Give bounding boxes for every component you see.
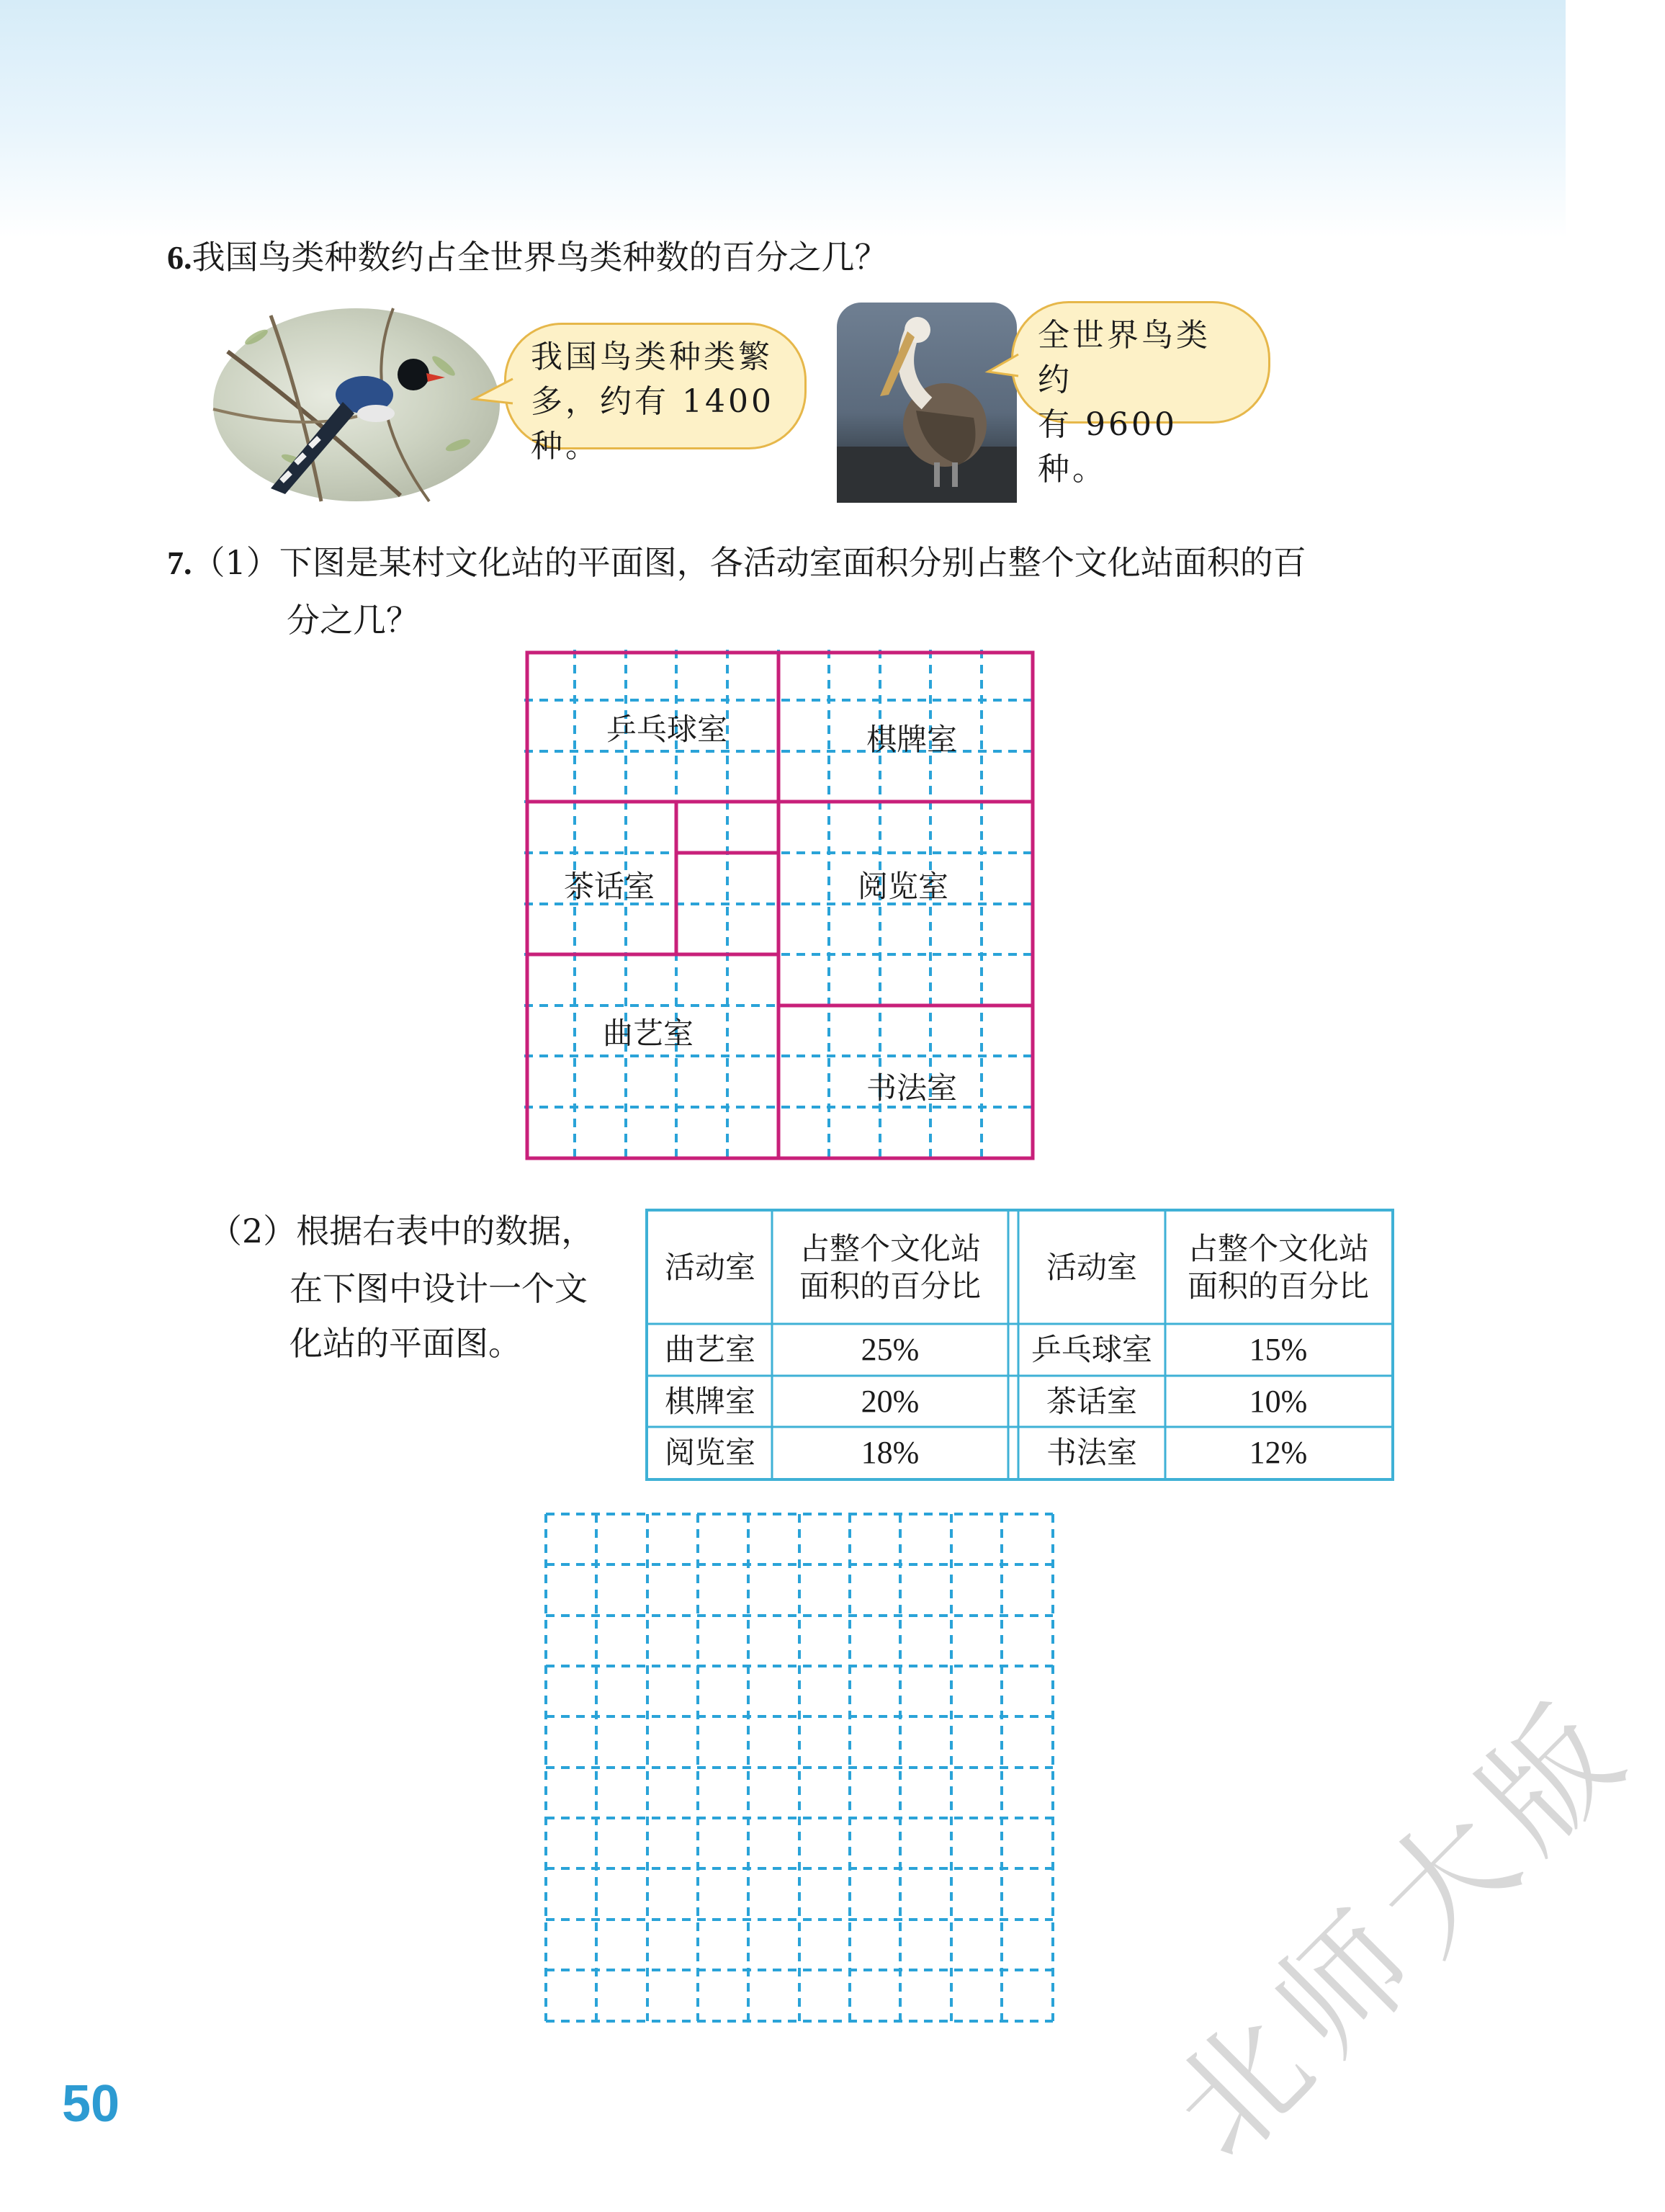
blank-design-grid[interactable] bbox=[544, 1513, 1057, 2025]
speech-bubble-china bbox=[504, 323, 807, 465]
table-cell: 20% bbox=[861, 1383, 920, 1419]
part-marker: （1） bbox=[192, 543, 279, 582]
room-label-opera: 曲艺室 bbox=[602, 1016, 694, 1051]
table-cell: 乒乓球室 bbox=[1031, 1332, 1152, 1367]
header-band bbox=[0, 0, 1566, 238]
table-cell: 阅览室 bbox=[664, 1434, 755, 1470]
bubble-line: 多，约有 1400 种。 bbox=[531, 383, 774, 465]
table-cell: 棋牌室 bbox=[664, 1383, 755, 1419]
question-text: 我国鸟类种数约占全世界鸟类种数的百分之几？ bbox=[192, 238, 888, 277]
question-number: 7. bbox=[167, 545, 192, 581]
question-7-part1 bbox=[167, 534, 1306, 591]
table-cell: 10% bbox=[1249, 1383, 1308, 1419]
table-cell: 15% bbox=[1249, 1332, 1308, 1367]
table-header: 活动室 bbox=[1046, 1250, 1137, 1285]
question-number: 6. bbox=[167, 239, 192, 276]
question-text-continued: 在下图中设计一个文 bbox=[290, 1269, 588, 1308]
room-label-tea: 茶话室 bbox=[563, 869, 655, 904]
publisher-watermark: 北师大版 bbox=[1144, 1668, 1661, 2186]
part-marker: （2） bbox=[209, 1212, 297, 1250]
table-header: 占整个文化站 面积的百分比 bbox=[1187, 1231, 1369, 1304]
question-text: 根据右表中的数据， bbox=[296, 1212, 595, 1250]
table-header: 占整个文化站 面积的百分比 bbox=[799, 1231, 981, 1304]
question-text: 下图是某村文化站的平面图，各活动室面积分别占整个文化站面积的百 bbox=[279, 543, 1306, 582]
floor-plan bbox=[524, 650, 1040, 1165]
room-label-chess: 棋牌室 bbox=[866, 722, 958, 757]
page-number: 50 bbox=[62, 2075, 120, 2133]
room-label-pingpong: 乒乓球室 bbox=[606, 712, 728, 747]
room-label-reading: 阅览室 bbox=[857, 869, 949, 904]
table-cell: 18% bbox=[861, 1434, 920, 1470]
question-6 bbox=[167, 229, 888, 286]
table-cell: 12% bbox=[1249, 1434, 1308, 1470]
bubble-tail bbox=[985, 350, 1020, 383]
table-cell: 茶话室 bbox=[1046, 1383, 1137, 1419]
speech-bubble-world bbox=[1011, 301, 1270, 488]
question-text-continued: 分之几？ bbox=[287, 601, 419, 640]
table-cell: 25% bbox=[861, 1332, 920, 1367]
pelican-photo bbox=[837, 303, 1017, 503]
table-cell: 书法室 bbox=[1046, 1434, 1137, 1470]
bird-photo bbox=[213, 308, 500, 501]
bubble-line: 全世界鸟类约 bbox=[1038, 317, 1211, 398]
question-7-part2 bbox=[209, 1203, 594, 1259]
table-cell: 曲艺室 bbox=[664, 1332, 755, 1367]
bubble-tail bbox=[471, 375, 514, 411]
bubble-line: 有 9600 种。 bbox=[1038, 406, 1177, 488]
percentage-table bbox=[645, 1209, 1394, 1481]
question-text-continued: 化站的平面图。 bbox=[290, 1324, 521, 1363]
bubble-line: 我国鸟类种类繁 bbox=[531, 339, 773, 375]
table-header: 活动室 bbox=[664, 1250, 755, 1285]
room-label-calligraphy: 书法室 bbox=[866, 1070, 958, 1106]
